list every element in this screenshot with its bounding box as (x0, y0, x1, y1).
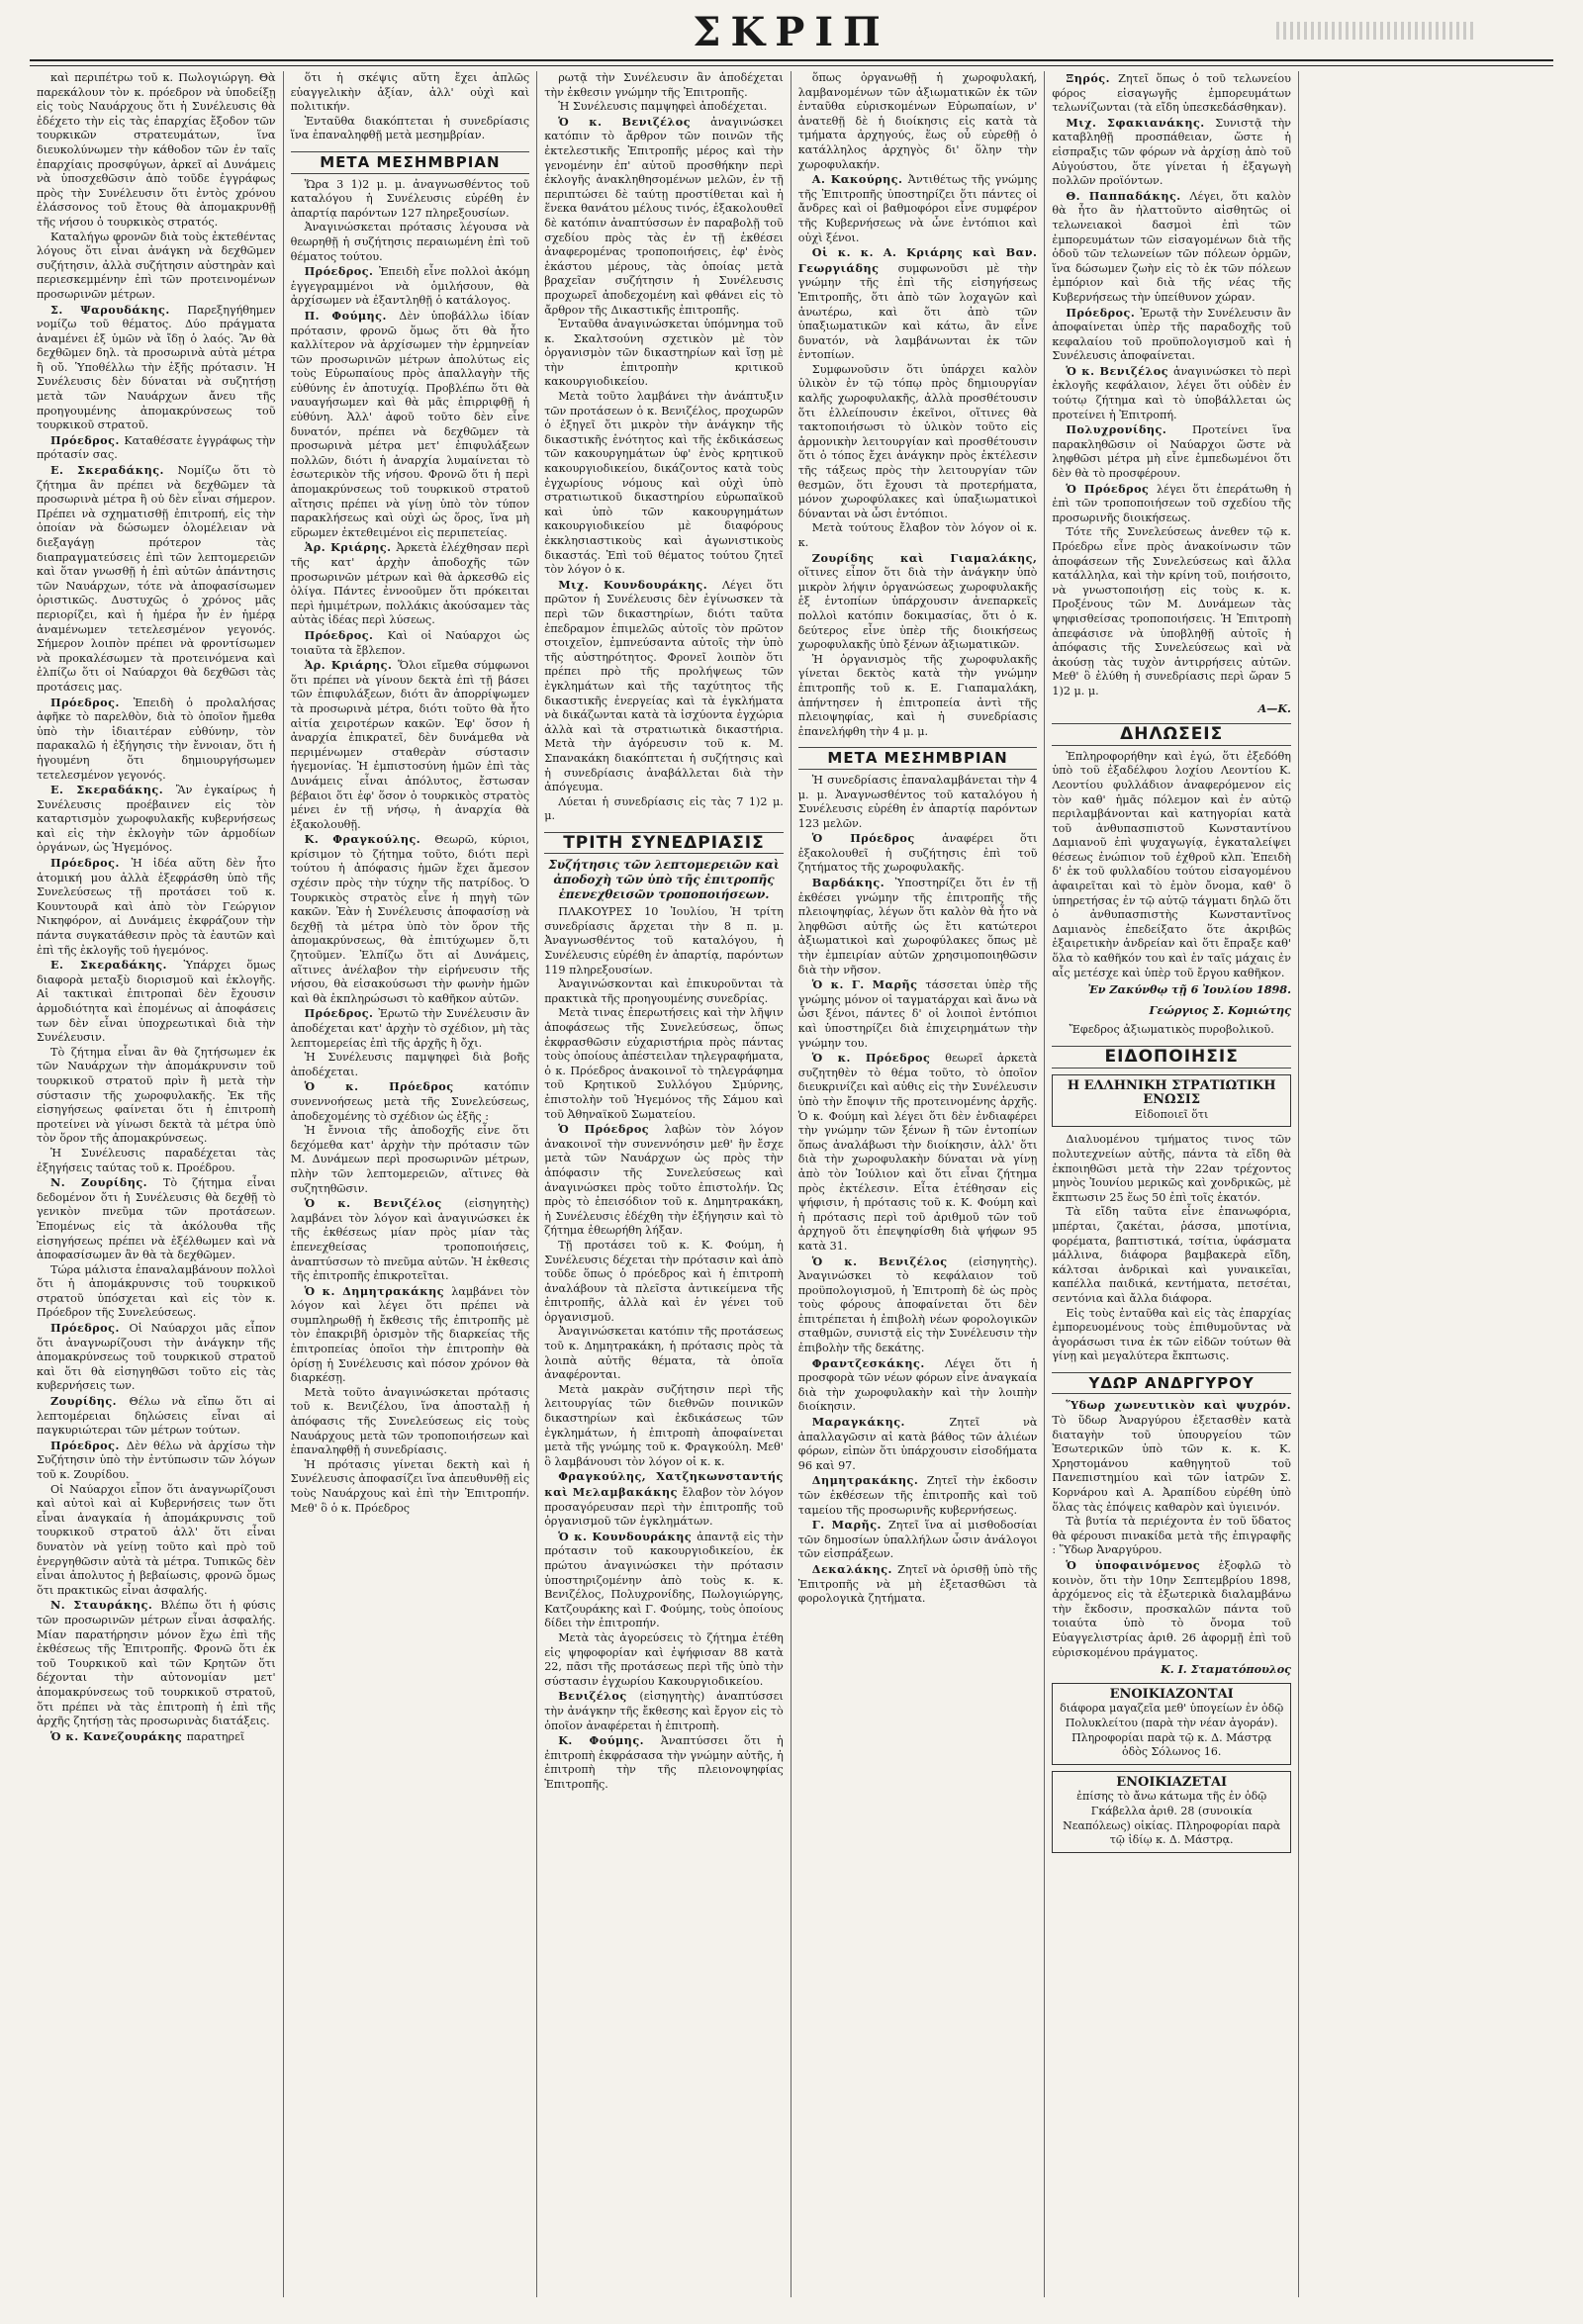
paragraph-text: ἀπαντᾷ εἰς τὴν πρότασιν τοῦ κακουργιοδικείου, ἐκ πρώτου ἀναγινώσκει τὴν πρότασιν ὑποστηριζομένην ἀπὸ τοὺς κ. κ. Βενιζέλος, Πολυχρονίδης, Πωλογιώργης, Κατζουράκης καὶ Γ. Φούμης, τοὺς ὁποίους δίδει τὴν ἐπιτροπήν. (544, 1530, 784, 1630)
paragraph-text: Τὸ ζήτημα εἶναι δεδομένον ὅτι ἡ Συνέλευσις θὰ δεχθῇ τὸ γενικὸν πνεῦμα τῶν προτάσεων. Ἐπομένως εἰς τὰ ἀκόλουθα τῆς εἰσηγήσεως πρέπει νὰ ἐξέλθωμεν καὶ νὰ ἀποφασίσωμεν ἂν θὰ τὰ δεχθῶμεν. (37, 1176, 276, 1262)
article-paragraph (37, 1175, 276, 1263)
paragraph-text: Ἀναπτύσσει ὅτι ἡ ἐπιτροπὴ ἐκφράσασα τὴν γνώμην αὐτῆς, ἡ ἐπιτροπὴ τὴν τῆς πλειονοψηφίας Ἐπιτροπῆς. (544, 1734, 784, 1791)
article-paragraph (1052, 1515, 1291, 1558)
paragraph-text: Τὰ εἴδη ταῦτα εἶνε ἐπανωφόρια, μπέρται, ζακέται, ῥάσσα, μποτίνια, φορέματα, βαπτιστικά, τσίτια, ὑφάσματα μάλλινα, διάφορα βαμβακερὰ εἴδη, κάλτσαι ἀνδρικαὶ καὶ γυναικεῖαι, καπέλλα παιδικά, κεντήματα, πετσέται, σεντόνια καὶ ἄλλα διάφορα. (1052, 1205, 1291, 1305)
paragraph-text: Βλέπω ὅτι ἡ φύσις τῶν προσωρινῶν μέτρων εἶναι ἀσφαλής. Μίαν παρατήρησιν μόνον ἔχω ἐπὶ τῆς ἐκθέσεως τῆς Ἐπιτροπῆς. Φρονῶ ὅτι ἐκ τοῦ Τουρκικοῦ καὶ τῶν Κρητῶν ὅτι δέχονται τὴν αὐτονομίαν μετ' ἀπομακρύνσεως τοῦ τουρκικοῦ στρατοῦ, ὅτι πρέπει νὰ τὰς ἐπιτροπὴ ἡ ἐπὶ τῆς ἀρχῆς ζητήσῃ τὰς προσωρινὰς διατάξεις. (37, 1599, 276, 1728)
article-paragraph (291, 1006, 530, 1051)
speaker-name: Ζουρίδης. (50, 1394, 130, 1409)
article-paragraph (291, 658, 530, 832)
paragraph-text: ἐξοφλῶ τὸ κοινὸν, ὅτι τὴν 10ην Σεπτεμβρίου 1898, ἀρχόμενος εἰς τὰ ἐξωτερικὰ διαλαμβάνω τὴν ἔκδοσιν, προσκαλῶν πάντα τοῦ τοιαύτα ὑπὸ τὸ ὄνομα τοῦ Εὐαγγελιστρίας ἀριθ. 26 ἀφορμῇ ἐπὶ τοῦ εὐρισκομένου πράγματος. (1052, 1559, 1291, 1659)
speaker-name: Π. Φούμης. (304, 308, 400, 323)
notice-box (1052, 1074, 1291, 1128)
article-paragraph (544, 1239, 784, 1326)
paragraph-text: λαμβάνει τὸν λόγον καὶ λέγει ὅτι πρέπει νὰ συμπληρωθῇ ἡ ἔκθεσις τῆς ἐπιτροπῆς μὲ τὸν ἐπακριβῆ ὁρισμὸν τῆς διαρκείας τῆς ἐπιτροπείας ὁποῖοι τὴν ἐπιτροπὴν θὰ ὁρίσῃ ἡ Συνέλευσις καὶ πόσον χρόνον θὰ διαρκέσῃ. (290, 1284, 530, 1385)
article-paragraph (544, 390, 784, 578)
speaker-name: Ξηρός. (1066, 71, 1119, 85)
article-paragraph (1052, 1023, 1291, 1038)
speaker-name: Βαρδάκης. (811, 876, 895, 890)
article-paragraph (544, 1325, 784, 1382)
paragraph-text: Ἐρωτᾷ τὴν Συνέλευσιν ἂν ἀποφαίνεται ὑπὲρ τῆς παραδοχῆς τοῦ κεφαλαίου τοῦ προϋπολογισμοῦ καὶ ἡ Συνέλευσις ἀποφαίνεται. (1052, 306, 1291, 363)
speaker-name: Α. Κακούρης. (811, 172, 908, 187)
paragraph-text: ΠΛΑΚΟΥΡΕΣ 10 Ἰουλίου, Ἡ τρίτη συνεδρίασις ἄρχεται τὴν 8 π. μ. Ἀναγνωσθέντος τοῦ καταλόγου, ἡ Συνέλευσις εὑρέθη ἐν ἀπαρτίᾳ, παρόντων 119 πληρεξουσίων. (544, 905, 784, 976)
article-paragraph (291, 1284, 530, 1386)
speaker-name: Φραντζεσκάκης. (811, 1355, 945, 1370)
paragraph-text: κατόπιν συνεννοήσεως μετὰ τῆς Συνελεύσεως, ἀποδεχομένης τὸ σχέδιον ὡς ἑξῆς : (290, 1080, 530, 1123)
section-heading: ΜΕΤΑ ΜΕΣΗΜΒΡΙΑΝ (291, 151, 530, 174)
paragraph-text: Δὲν θέλω νὰ ἀρχίσω τὴν Συζήτησιν ὑπὸ τὴν ἐντύπωσιν τῶν λόγων τοῦ κ. Ζουρίδου. (37, 1439, 276, 1481)
paragraph-text: Καταθέσατε ἐγγράφως τὴν πρότασίν σας. (37, 433, 276, 462)
paragraph-text: Τὸ ὕδωρ Ἀναργύρου ἐξετασθὲν κατὰ διαταγὴν τοῦ ὑπουργείου τῶν Ἐσωτερικῶν ὑπὸ τῶν κ. κ. Κ. Χρηστομάνου καθηγητοῦ τοῦ Πανεπιστημίου καὶ τῶν ἰατρῶν Σ. Κορνάρου καὶ Α. Ἀραπίδου εὑρέθη ὑπὸ ὅλας τὰς ἐπόψεις καθαρὸν καὶ ὑγιεινόν. (1052, 1414, 1291, 1514)
article-paragraph (1052, 189, 1291, 306)
paragraph-text: Καταλήγω φρονῶν διὰ τοὺς ἐκτεθέντας λόγους ὅτι εἶναι ἀνάγκη νὰ δεχθῶμεν συζήτησιν, ἀλλὰ συζήτησιν αὐστηρὰν καὶ περιεσκεμμένην ἐπὶ τῶν προτεινομένων προσωρινῶν μέτρων. (37, 230, 276, 301)
article-paragraph (37, 1147, 276, 1175)
section-subheading: Συζήτησις τῶν λεπτομερειῶν καὶ ἀποδοχὴ τῶν ὑπὸ τῆς ἐπιτροπῆς ἐπενεχθεισῶν τροποποιήσεων. (548, 858, 780, 901)
top-rule-thin (30, 65, 1553, 66)
paragraph-text: συμφωνοῦσι μὲ τὴν γνώμην τῆς ἐπὶ τῆς εἰσηγήσεως Ἐπιτροπῆς, ὅτι ἀπὸ τῶν λοχαγῶν καὶ ἀνωτέρω, καὶ ὅτι ἀπὸ τῶν ὑπαξιωματικῶν καὶ κάτω, ἂν εἶνε δυνατόν, νὰ λαμβάνωνται ἐκ τῶν ἐντοπίων. (797, 261, 1038, 362)
article-paragraph (291, 1051, 530, 1079)
paragraph-text: Ζητεῖ τὴν ἐκδοσιν τῶν ἐκθέσεων τῆς ἐπιτροπῆς καὶ τοῦ ταμείου τῆς προσωρινῆς κυβερνήσεως. (797, 1474, 1038, 1517)
top-rule (30, 59, 1553, 61)
masthead (40, 10, 1543, 55)
article-paragraph (291, 115, 530, 143)
article-paragraph (798, 71, 1038, 172)
article-paragraph (37, 231, 276, 303)
article-paragraph (1052, 525, 1291, 698)
speaker-name: Πρόεδρος. (1066, 305, 1141, 320)
speaker-name: Ὁ Πρόεδρος (1066, 481, 1157, 496)
article-paragraph (291, 221, 530, 264)
paragraph-text: Ἀντιθέτως τῆς γνώμης τῆς Ἐπιτροπῆς ὑποστηρίζει ὅτι πάντες οἱ ἄνδρες καὶ οἱ βαθμοφόροι εἶνε συμφέρον τῆς Κυβερνήσεως νὰ ὦνε ἐντόπιοι καὶ οὐχὶ ξένοι. (797, 173, 1038, 244)
article-paragraph (1052, 1307, 1291, 1364)
paragraph-text: Ζητεῖ νὰ ὁρισθῇ ὑπὸ τῆς Ἐπιτροπῆς νὰ μὴ ἐξετασθῶσι τὰ φορολογικὰ ζητήματα. (797, 1562, 1038, 1606)
notice-text: Εἰδοποιεῖ ὅτι (1135, 1107, 1209, 1121)
paragraph-text: Παρεξηγήθημεν νομίζω τοῦ θέματος. Δύο πράγματα ἀναμένει ἐξ ὑμῶν νὰ ἴδῃ ὁ λαός. Ἂν θὰ δεχθῶμεν δηλ. τὰ προσωρινὰ αὐτὰ μέτρα ἢ οὔ. Ὑποθέλλω τὴν ἑξῆς πρότασιν. Ἡ Συνέλευσις δὲν δύναται νὰ συζητήσῃ μετὰ τῶν Ναυάρχων ἄνευ τῆς προηγουμένης ἀπομακρύνσεως τοῦ τουρκικοῦ στρατοῦ. (37, 303, 276, 432)
article-paragraph (798, 363, 1038, 522)
column-5 (1045, 71, 1299, 2297)
article-paragraph (291, 178, 530, 222)
paragraph-text: Ἀναγινώσκεται πρότασις λέγουσα νὰ θεωρηθῇ ἡ συζήτησις περαιωμένη ἐπὶ τοῦ θέματος τούτου. (290, 221, 530, 263)
speaker-name: Δημητρακάκης. (811, 1473, 927, 1488)
speaker-name: Ε. Σκεραδάκης. (50, 783, 176, 797)
article-paragraph (798, 774, 1038, 831)
article-paragraph (544, 1733, 784, 1792)
speaker-name: Ὁ κ. Γ. Μαρῆς (811, 977, 926, 992)
column-3 (537, 71, 792, 2297)
article-paragraph (1052, 750, 1291, 981)
paragraph-text: ὅπως ὀργανωθῇ ἡ χωροφυλακή, λαμβανομένων τῶν ἀξιωματικῶν ἐκ τῶν ἐνταῦθα εὑρισκομένων Εὐρωπαίων, ν' ἀνατεθῇ δὲ ἡ διοίκησις εἰς κατὰ τὰ τμήματα ἀρχηγούς, ἕως οὗ εὑρεθῇ ὁ κατάλληλος ἀρχηγὸς δι' ὅλην τὴν χωροφυλακήν. (797, 71, 1038, 171)
paragraph-text: Ὑπάρχει ὅμως διαφορὰ μεταξὺ διορισμοῦ καὶ ἐκλογῆς. Αἱ τακτικαὶ ἐπιτροπαὶ δὲν ἔχουσιν ἀρμοδιότητα καὶ ἐπομένως αἱ ἀποφάσεις των δὲν εἶναι ὑποχρεωτικαὶ διὰ τὴν Συνέλευσιν. (37, 959, 276, 1045)
signature-line: Γεώργιος Σ. Κομιώτης (1149, 1002, 1291, 1017)
column-4 (792, 71, 1046, 2297)
paragraph-text: Οἱ Ναύαρχοι εἶπον ὅτι ἀναγνωρίζουσι καὶ αὐτοὶ καὶ αἱ Κυβερνήσεις των ὅτι εἶναι ἀναγκαία ἡ ἀπομάκρυνσις τοῦ τουρκικοῦ στρατοῦ ἀλλ' ὅτι εἶναι δυνατὸν νὰ γείνῃ τοῦτο καὶ πρὸ τοῦ ἐνεργηθῶσιν αὐτὰ τὰ μέτρα. Τυπικῶς δὲν εἶναι ἀπολυτος ἡ βεβαίωσις, φρονῶ ὅμως ὅτι πρακτικῶς εἶναι ἀσφαλής. (37, 1482, 276, 1597)
paragraph-text: Μετὰ τὰς ἀγορεύσεις τὸ ζήτημα ἐτέθη εἰς ψηφοφορίαν καὶ ἐψήφισαν 88 κατὰ 22, πᾶσι τῆς προτάσεως περὶ τῆς ὑπὸ τὴν σύστασιν ἐγχωρίου Κακουργιοδικείου. (544, 1630, 784, 1688)
article-paragraph (291, 1458, 530, 1516)
speaker-name: Οἱ κ. κ. Α. Κριάρης καὶ Βαν. Γεωργιάδης (797, 245, 1038, 275)
article-paragraph (798, 245, 1038, 363)
article-paragraph (544, 71, 784, 100)
article-paragraph (1052, 422, 1291, 481)
article-paragraph (1052, 1205, 1291, 1306)
article-paragraph (544, 1530, 784, 1631)
article-paragraph (798, 977, 1038, 1051)
article-paragraph (798, 876, 1038, 977)
article-paragraph (37, 1598, 276, 1728)
paragraph-text: Ἐρωτῶ τὴν Συνέλευσιν ἂν ἀποδέχεται κατ' ἀρχὴν τὸ σχέδιον, μὴ τὰς λεπτομερείας ἐπὶ τῆς ἀρχῆς ἢ ὄχι. (290, 1007, 530, 1050)
article-paragraph (798, 1473, 1038, 1518)
speaker-name: Πρόεδρος. (50, 695, 134, 709)
article-paragraph (291, 628, 530, 658)
section-heading: ΥΔΩΡ ΑΝΔΡΓΥΡΟΥ (1052, 1372, 1291, 1395)
speaker-name: Ὁ κ. Κουνδουράκης (558, 1529, 698, 1543)
article-paragraph (37, 856, 276, 958)
paragraph-text: Ἐπληροφορήθην καὶ ἐγώ, ὅτι ἐξεδόθη ὑπὸ τοῦ ἐξαδέλφου λοχίου Λεοντίου Κ. Λεοντίου φυλλάδιον ἀναφερόμενον εἰς τὸν καθ' ἡμᾶς πόλεμον καὶ ἐν αὐτῷ περιλαμβάνονται καὶ κατηγορίαι κατὰ τοῦ ἀνθυπασπιστοῦ Κωνσταντίνου Δαμιανοῦ ἐπὶ ψυχαγωγίᾳ, ἐγκαταλείψει θέσεως ἐνώπιον τοῦ ἐχθροῦ κλπ. Ἐπειδὴ δ' ἐκ τοῦ φυλλαδίου τούτου εἰσαγομένου ἀφαιρεῖται καὶ τὸ ἐμὸν ὄνομα, καθ' ὃ ὑπηρετήσας ἐν τῷ αὐτῷ τάγματι δηλῶ ὅτι ὁ ἀνθυπασπιστὴς Κωνσταντῖνος Δαμιανὸς ἐπεδείξατο ὅτε ἀκριβῶς ἐξαιρετικὴν ἀνδρείαν καὶ ὅτι ἔπραξε καθ' ὅλα τὸ καθῆκόν του καὶ ἐν ταῖς μάχαις ἐν αἷς μετέσχε καὶ ὑπὲρ τοῦ ἔργου καθῆκον. (1052, 749, 1291, 979)
paragraph-text: (εἰσηγητὴς) ἀναπτύσσει τὴν ἀνάγκην τῆς ἔκθεσης καὶ ἔργον εἰς τὸ ὁποῖον ἀναφέρεται ἡ ἐπιτροπὴ. (544, 1690, 784, 1732)
article-paragraph (1052, 364, 1291, 422)
paragraph-text: (εἰσηγητὴς). Ἀναγινώσκει τὸ κεφάλαιον τοῦ προϋπολογισμοῦ, ἡ Ἐπιτροπὴ δὲ ὡς πρὸς τοὺς φόρους ἀποφαίνεται ὅτι δὲν ἐπιτρέπεται ἡ ἐπιβολὴ νέων φορολογικῶν σταθμῶν, συνιστᾷ εἰς τὴν Συνέλευσιν τὴν ἐπιβολὴν τῆς δεκάτης. (797, 1255, 1038, 1355)
article-paragraph (544, 100, 784, 115)
signature-line: Κ. Ι. Σταματόπουλος (1161, 1662, 1291, 1677)
paragraph-text: Νομίζω ὅτι τὸ ζήτημα ἂν πρέπει νὰ δεχθῶμεν τὰ προσωρινὰ μέτρα ἢ οὐ δὲν εἶναι σήμερον. Πρέπει νὰ σχηματισθῇ ἐπιτροπή, εἰς τὴν ὁποίαν νὰ δώσωμεν ὁλομέλειαν νὰ διεξαγάγῃ πρότερον τὰς διαπραγματεύσεις ἐπὶ τῶν λεπτομερειῶν καὶ ὅταν γνωσθῇ ἡ ἐπὶ αὐτῶν ἀπάντησις τῶν Ναυάρχων, τότε νὰ ἀποφασίσωμεν ὁριστικῶς. Δυστυχῶς ὁ χρόνος μᾶς περιορίζει, καὶ ἡ ἡμέρα ἦν ἐν ἡμέρᾳ ἀναμένωμεν τετελεσμένον γεγονός. Σήμερον λοιπὸν πρέπει νὰ φροντίσωμεν νὰ προκαλέσωμεν τὰ προτεινόμενα καὶ ἐλπίζω ὅτι οἱ Ναύαρχοι θὰ δεχθῶσι τὰς προτάσεις μας. (37, 464, 276, 694)
speaker-name: Ε. Σκεραδάκης. (50, 958, 184, 973)
speaker-name: Ν. Ζουρίδης. (50, 1175, 163, 1190)
speaker-name: Θ. Παππαδάκης. (1066, 188, 1190, 203)
paragraph-text: Ἡ Συνέλευσις παραδέχεται τὰς ἐξηγήσεις ταύτας τοῦ κ. Προέδρου. (37, 1146, 276, 1174)
article-paragraph (1052, 1398, 1291, 1515)
speaker-name: Ὁ κ. Κανεζουράκης (50, 1728, 187, 1743)
section-heading: ΤΡΙΤΗ ΣΥΝΕΔΡΙΑΣΙΣ (544, 832, 784, 855)
article-paragraph (544, 795, 784, 824)
paragraph-text: Ἡ Συνέλευσις παμψηφεὶ ἀποδέχεται. (558, 100, 768, 114)
paragraph-text: Λέγει ὅτι ἡ προσφορὰ τῶν νέων φόρων εἶνε ἀναγκαία διὰ τὴν χωροφυλακὴν καὶ τὴν λοιπὴν διοίκησιν. (797, 1356, 1038, 1414)
speaker-name: Ζουρίδης καὶ Γιαμαλάκης, (811, 550, 1038, 565)
paragraph-text: Θέλω νὰ εἴπω ὅτι αἱ λεπτομέρειαι δηλώσεις εἶναι αἱ παγκυριώτεραι τῶν μέτρων τούτων. (37, 1395, 276, 1438)
paragraph-text: Λύεται ἡ συνεδρίασις εἰς τὰς 7 1)2 μ. μ. (544, 794, 784, 823)
article-paragraph (291, 832, 530, 1006)
paragraph-text: Τότε τῆς Συνελεύσεως ἀνεθεν τῷ κ. Πρόεδρω εἶνε πρὸς ἀνακοίνωσιν τῶν ἀποφάσεων τῆς Συνελεύσεως καὶ ἄλλα κατάλληλα, καὶ τὴν κρίνη τοῦ, ποιήσοιτο, νὰ γνωστοποιήσῃ εἰς τοὺς κ. κ. Προξένους τῶν Μ. Δυνάμεων τὰς ψηφισθείσας τροποποιήσεις. Ἡ Ἐπιτροπὴ ἀπεφάσισε νὰ ὑποβληθῇ αὐτοῖς ἡ ἀπόφασις τῆς Συνελεύσεως καὶ νὰ ἀκούσῃ τὰς τυχὸν ἀντιρρήσεις αὐτῶν. Μεθ' ὃ ἐλύθη ἡ συνεδρίασις περὶ ὥραν 5 1)2 μ. μ. (1052, 525, 1291, 697)
article-paragraph (1052, 116, 1291, 189)
paragraph-text: Διαλυομένου τμήματος τινος τῶν πολυτεχνείων αὐτῆς, πάντα τὰ εἴδη θὰ ἐκποιηθῶσι μετὰ τὴν 22αν τρέχοντος μηνὸς Ἰουνίου μερικῶς καὶ χονδρικῶς, μὲ ἔκπτωσιν 25 ἕως 50 ἐπὶ τοῖς ἑκατόν. (1052, 1133, 1291, 1204)
article-paragraph (291, 309, 530, 541)
article-paragraph (291, 1124, 530, 1196)
speaker-name: Φραγκούλης, Χατζηκωνσταντής καὶ Μελαμβακάκης (544, 1469, 784, 1499)
article-paragraph (544, 1469, 784, 1529)
paragraph-text: Ἡ ἰδέα αὕτη δὲν ἦτο ἀτομική μου ἀλλὰ ἐξεφράσθη ὑπὸ τῆς Συνελεύσεως τῇ προτάσει τοῦ κ. Κουντουρᾶ καὶ ἀπὸ τὸν Γεώργιον Νικηφόρον, αἱ Δυνάμεις ἐκφράζουν τὴν πάντα συγκατάθεσιν πρὸς τὰ ἑαυτῶν καὶ ἐπὶ τῆς ἐκλογῆς τοῦ ἡγεμόνος. (37, 857, 276, 957)
speaker-name: Ε. Σκεραδάκης. (50, 463, 178, 478)
signature-line: Ἐν Ζακύνθῳ τῇ 6 Ἰουλίου 1898. (1087, 982, 1291, 997)
paragraph-text: Ὑποστηρίζει ὅτι ἐν τῇ ἐκθέσει γνώμην τῆς ἐπιτροπῆς τῆς πλειοψηφίας, λέγων ὅτι καλὸν θὰ ἦτο νὰ ληφθῶσι αὐτῆς ὡς ἔτι κατώτεροι ἀξιωματικοὶ καὶ χωροφύλακες ὅπως μὲ τὴν ἐμπειρίαν αὐτῶν χρησιμοποιηθῶσιν διὰ τὴν νῆσον. (797, 877, 1038, 976)
article-paragraph (1052, 482, 1291, 526)
article-paragraph (798, 172, 1038, 245)
paragraph-text: Ἡ συνεδρίασις ἐπαναλαμβάνεται τὴν 4 μ. μ. Ἀναγνωσθέντος τοῦ καταλόγου ἡ Συνέλευσις εὑρέθη ἐν ἀπαρτίᾳ παρόντων 123 μελῶν. (797, 773, 1038, 830)
speaker-name: Πρόεδρος. (50, 856, 132, 871)
article-paragraph (37, 1321, 276, 1394)
section-heading: ΜΕΤΑ ΜΕΣΗΜΒΡΙΑΝ (798, 747, 1038, 770)
article-paragraph (544, 1122, 784, 1239)
paragraph-text: Μετὰ τοῦτο ἀναγινώσκεται πρότασις τοῦ κ. Βενιζέλου, ἵνα ἀποσταλῇ ἡ ἀπόφασις τῆς Συνελεύσεως εἰς τοὺς Ναυάρχους μετὰ τῶν τροποποιήσεων καὶ ἐπαναληφθῇ ἡ συνεδρίασις. (290, 1385, 530, 1457)
paragraph-text: Τώρα μάλιστα ἐπαναλαμβάνουν πολλοὶ ὅτι ἡ ἀπομάκρυνσις τοῦ τουρκικοῦ στρατοῦ ὑπόσχεται καὶ εἰς τὸν κ. Πρόεδρον τῆς Συνελεύσεως. (37, 1262, 276, 1320)
paragraph-text: Ἡ ὀργανισμὸς τῆς χωροφυλακῆς γίνεται δεκτὸς κατὰ τὴν γνώμην ἐπιτροπῆς τοῦ κ. Ε. Γιαπαμαλάκη, ἀπήντησεν ἡ ἐπιτροπεία ἀντὶ τῆς πλειοψηφίας, καὶ ἡ συνεδρίασις ἐπανελήφθη τὴν 4 μ. μ. (797, 652, 1038, 738)
article-paragraph (798, 1518, 1038, 1562)
article-paragraph (798, 1051, 1038, 1254)
section-heading: ΔΗΛΩΣΕΙΣ (1052, 723, 1291, 746)
article-paragraph (798, 1562, 1038, 1607)
paragraph-text: Τὸ ζήτημα εἶναι ἂν θὰ ζητήσωμεν ἐκ τῶν Ναυάρχων τὴν ἀπομάκρυνσιν τοῦ τουρκικοῦ στρατοῦ πρὶν ἢ μετὰ τὴν σύστασιν τῆς χωροφυλακῆς. Ἐκ τῆς εἰσηγήσεως φαίνεται ὅτι ἡ ἐπιτροπὴ προτείνει νὰ γίνωσι δεκτὰ τὰ μέτρα ὑπὸ τὸν ὅρον τῆς ἀπομακρύνσεως. (37, 1045, 276, 1146)
article-paragraph (37, 463, 276, 696)
article-paragraph (544, 1383, 784, 1470)
paragraph-text: παρατηρεῖ (186, 1729, 245, 1743)
speaker-name: Μιχ. Σφακιανάκης. (1066, 115, 1216, 130)
paragraph-text: ἀναγινώσκει κατόπιν τὸ ἄρθρον τῶν ποινῶν τῆς ἐκτελεστικῆς Ἐπιτροπῆς μέρος καὶ τὴν γενομένην ἐπ' αὐτοῦ προσθήκην περὶ ἐκλογῆς ἀνακληθησομένων μελῶν, ἐν τῇ περιπτώσει δὲ ταύτῃ προστίθεται καὶ ἡ ἕνεκα θανάτου μέλους τινός, ἐξακολουθεῖ δὲ κατόπιν ἀναπτύσσων ἐν παραβολῇ τοῦ σχεδίου πρὸς τὰς ἐν τῇ ἐκθέσει ἀναφερομένας τροποποιήσεις, ἐφ' ἑνὸς ἑκάστου μέρους, τὰς ὁποίας μετὰ βραχεῖαν συζήτησιν ἡ Συνέλευσις προχωρεῖ ἀποδεχομένη καὶ φθάνει εἰς τὸ ἄρθρον τῆς Δικαστικῆς ἐπιτροπῆς. (544, 115, 784, 317)
paragraph-text: ἀναγινώσκει τὸ περὶ ἐκλογῆς κεφάλαιον, λέγει ὅτι οὐδὲν ἐν τούτῳ ζήτημα καὶ τὸ ὑποβάλλεται ὡς προτείνει ἡ Ἐπιτροπή. (1052, 364, 1291, 421)
article-paragraph (544, 318, 784, 390)
speaker-name: Πρόεδρος. (304, 627, 388, 642)
print-smudge (1276, 22, 1474, 40)
column-1 (30, 71, 284, 2297)
article-paragraph (1052, 1558, 1291, 1660)
speaker-name: Ἀρ. Κριάρης. (304, 658, 399, 673)
article-paragraph (544, 905, 784, 977)
paragraph-text: ὅτι ἡ σκέψις αὕτη ἔχει ἁπλῶς εὐαγγελικὴν ἀξίαν, ἀλλ' οὐχὶ καὶ πολιτικήν. (290, 71, 530, 114)
article-paragraph (37, 1483, 276, 1599)
paragraph-text: Ἡ πρότασις γίνεται δεκτὴ καὶ ἡ Συνέλευσις ἀποφασίζει ἵνα ἀπευθυνθῇ εἰς τοὺς Ναυάρχους καὶ ἐπὶ τὴν Ἐπιτροπήν. Μεθ' ὃ ὁ κ. Πρόεδρος (290, 1457, 530, 1515)
notice-text: ἐπίσης τὸ ἄνω κάτωμα τῆς ἐν ὁδῷ Γκάβελλα ἀριθ. 28 (συνοικία Νεαπόλεως) οἰκίας. Πληροφορίαι παρὰ τῷ ἰδίῳ κ. Δ. Μάστρᾳ. (1063, 1790, 1281, 1847)
speaker-name: Ὁ κ. Βενιζέλος (304, 1196, 465, 1211)
paragraph-text: Ἀρκετὰ ἐλέχθησαν περὶ τῆς κατ' ἀρχὴν ἀποδοχῆς τῶν προσωρινῶν μέτρων καὶ θὰ ἀρκεσθῶ εἰς ὀλίγα. Πάντες ἐννοοῦμεν ὅτι πρόκειται περὶ ἡμιμέτρων, πολλάκις ἀκούσαμεν τὰς αὐτὰς ἰδέας περὶ λύσεως. (290, 541, 530, 627)
article-paragraph (544, 115, 784, 318)
paragraph-text: Λέγει ὅτι πρῶτον ἡ Συνέλευσις δὲν ἐγίνωσκεν τὰ περὶ τῶν δικαστηρίων, διότι ταῦτα ἐπεδραμον ἐπιμελῶς αὐτοῖς τὸν πρῶτον στοιχεῖον, ἐμπνεύσαντα αὐτοῖς τὴν ὑπὸ τῆς αὐστηρότητος. Φρονεῖ λοιπὸν ὅτι πρέπει πρὸ τῆς προλήψεως τῶν ἐγκλημάτων καὶ τῆς ταχύτητος τῆς δικαστικῆς ἐνεργείας καὶ τὰ ἐγκλήματα νὰ δικάζωνται κατὰ τὰ ἰσχύοντα ἐγχώρια ἀλλὰ καὶ τὰ στρατιωτικὰ δικαστήρια. Μετὰ τὴν ἀγόρευσιν τοῦ κ. Μ. Σπανακάκη διακόπτεται ἡ συζήτησις καὶ ἡ συνεδρίασις ἀναβάλλεται διὰ τὴν ἀπόγευμα. (544, 578, 784, 794)
speaker-name: Ὁ κ. Βενιζέλος (811, 1254, 970, 1268)
article-paragraph (798, 1415, 1038, 1473)
paragraph-text: Μετὰ μακρὰν συζήτησιν περὶ τῆς λειτουργίας τῶν διεθνῶν ποινικῶν δικαστηρίων καὶ ἐκδικάσεως τῶν ἐγκλημάτων, ἡ ἐπιτροπὴ ἀποφαίνεται μετὰ τῆς γνώμης τοῦ κ. Φραγκούλη. Μεθ' ὃ λαμβάνουσι τὸν λόγον οἱ κ. κ. (544, 1382, 784, 1468)
article-paragraph (798, 1255, 1038, 1356)
speaker-name: Ὁ Πρόεδρος (811, 831, 943, 846)
notice-box (1052, 1771, 1291, 1853)
paragraph-text: Ὅλοι εἴμεθα σύμφωνοι ὅτι πρέπει νὰ γίνουν δεκτὰ ἐπὶ τῇ βάσει τῶν ἐπιφυλάξεων, διότι ἂν ἀπορρίψωμεν τὰ προσωρινὰ μέτρα, διότι τοῦτο θὰ ἦτο αἰτία χειροτέρων κακῶν. Ἐφ' ὅσον ἡ ἀναρχία ἐπικρατεῖ, δὲν δυνάμεθα νὰ περιμένωμεν σταθερὰν σύστασιν ἡγεμονίας. Ἡ ἐμπιστοσύνη ἡμῶν ἐπὶ τὰς Δυνάμεις εἶναι ἀπόλυτος, ἔστωσαν βέβαιοι ὅτι ἐφ' ὅσον ὁ τουρκικὸς στρατὸς μένει ἐν τῇ νήσῳ, ἡ ἀναρχία θὰ ἐξακολουθῇ. (290, 659, 530, 831)
article-paragraph (37, 783, 276, 856)
paragraph-text: ρωτᾷ τὴν Συνέλευσιν ἂν ἀποδέχεται τὴν ἐκθεσιν γνώμην τῆς Ἐπιτροπῆς. (544, 71, 784, 99)
speaker-name: Πρόεδρος. (50, 1321, 130, 1336)
article-paragraph (37, 303, 276, 433)
paragraph-text: Ἔφεδρος ἀξιωματικὸς πυροβολικοῦ. (1069, 1023, 1274, 1037)
paragraph-text: Εἰς τοὺς ἐνταῦθα καὶ εἰς τὰς ἐπαρχίας ἐμπορευομένους τοὺς ἐπιθυμοῦντας νὰ ἀγοράσωσι τινα ἐκ τῶν εἰδῶν τούτων θὰ γίνῃ καὶ μεγαλύτερα ἔκπτωσις. (1052, 1306, 1291, 1363)
notice-title: ΕΝΟΙΚΙΑΖΕΤΑΙ (1116, 1774, 1228, 1790)
speaker-name: Δεκαλάκης. (811, 1561, 898, 1576)
paragraph-text: Ἀναγινώσκεται κατόπιν τῆς προτάσεως τοῦ κ. Δημητρακάκη, ἡ πρότασις πρὸς τὰ λοιπὰ αὐτῆς θέματα, τὰ ὁποῖα ἀναφέρονται. (544, 1325, 784, 1382)
paragraph-text: λαβὼν τὸν λόγον ἀνακοινοῖ τὴν συνεννόησιν μεθ' ἣν ἔσχε μετὰ τῶν Ναυάρχων ὡς πρὸς τὴν ἀπόφασιν τῆς Συνελεύσεως καὶ ἀναγινώσκει πρὸς τοῦτο ἐπιστολήν. Ὡς πρὸς τὸ ἐπεισόδιον τοῦ κ. Δημητρακάκη, ἡ Συνέλευσις ἐδέχθη τὴν ἐξήγησιν καὶ τὸ ζήτημα ἐθεωρήθη λήξαν. (544, 1123, 784, 1238)
article-paragraph (1052, 306, 1291, 364)
paragraph-text: Μετὰ τούτους ἔλαβον τὸν λόγον οἱ κ. κ. (797, 521, 1038, 549)
article-paragraph (37, 1394, 276, 1439)
article-paragraph (37, 1263, 276, 1321)
speaker-name: Ὁ κ. Δημητρακάκης (304, 1283, 452, 1298)
speaker-name: Κ. Φούμης. (558, 1733, 661, 1748)
paragraph-text: Ἐνταῦθα διακόπτεται ἡ συνεδρίασις ἵνα ἐπαναληφθῇ μετὰ μεσημβρίαν. (290, 114, 530, 142)
paragraph-text: Συμφωνοῦσιν ὅτι ὑπάρχει καλὸν ὑλικὸν ἐν τῷ τόπῳ πρὸς δημιουργίαν καλῆς χωροφυλακῆς, ἀλλὰ προσθέτουσιν ὅτι ἐλλείπουσιν ἐκεῖνοι, οἵτινες θὰ τακτοποιήσωσι τὸ ὑλικὸν τοῦτο εἰς ἁρμονικὴν λειτουργίαν καὶ προσθέτουσιν ὅτι ὁ τόπος ἔχει ἀνάγκην πρὸς ἐκτέλεσιν τῆς τάξεως πρὸς τὴν λειτουργίαν τῶν θεσμῶν, ὅτι ἔχουσι τὰ προτερήματα, μόνον χωροφύλακες καὶ ὑπαξιωματικοὶ δύνανται νὰ ὦσι ἐντόπιοι. (797, 362, 1038, 520)
article-paragraph (798, 521, 1038, 550)
speaker-name: Μαραγκάκης. (811, 1415, 950, 1430)
paragraph-text: οἵτινες εἶπον ὅτι διὰ τὴν ἀνάγκην ὑπὸ μικρὸν λήψιν ὀργανώσεως χωροφυλακῆς ἐξ ἐντοπίων ὑπάρχουσιν ἀνεπαρκεῖς πολλοὶ κατόπιν δοκιμασίας, ὅτι ὁ κ. δεύτερος εἶνε ὑπὲρ τῆς διοικήσεως χωροφυλακῆς ὑπὸ ξένων ἀξιωματικῶν. (797, 566, 1038, 652)
paragraph-text: Ἐπειδὴ ὁ προλαλήσας ἀφῆκε τὸ παρελθὸν, διὰ τὸ ὁποῖον ἤμεθα ὑπὸ τὴν ἰδιαιτέραν εὐθύνην, τὸν παρακαλῶ ἡ ἐξήγησις τὴν ἔννοιαν, ὅτι ἡ ἡγουμένη ὅτι δημιουργήσωμεν τετελεσμένον γεγονός. (37, 696, 276, 782)
paragraph-text: Ἐνταῦθα ἀναγινώσκεται ὑπόμνημα τοῦ κ. Σκαλτσούνη σχετικὸν μὲ τὸν ὀργανισμὸν τῶν δικαστηρίων καὶ ἴσῃ μὲ τὴν ἐπιτροπὴν κριτικοῦ κακουργιοδικείου. (544, 318, 784, 389)
article-paragraph (291, 1196, 530, 1284)
article-paragraph (291, 1079, 530, 1124)
article-paragraph (37, 1439, 276, 1483)
paragraph-text: Δὲν ὑποβάλλω ἰδίαν πρότασιν, φρονῶ ὅμως ὅτι θὰ ἦτο καλλίτερον νὰ ἀρχίσωμεν τὴν ἐρμηνείαν τῶν προσωρινῶν μέτρων ἀπολύτως εἰς τοὺς Εὐρωπαίους πρὸς ἀπαλλαγὴν τῆς εὐθύνης ἐν ἀποτυχίᾳ. Προβλέπω ὅτι θὰ ναυαγήσωμεν καὶ θὰ μᾶς ἐπιρριφθῇ ἡ εὐθύνη. Ἀλλ' ἀφοῦ τοῦτο δὲν εἶνε δυνατόν, πρέπει νὰ δεχθῶμεν τὰ προσωρινὰ μέτρα μετ' ἐπιφυλάξεων πολλῶν, διότι ἡ ἀναρχία λυμαίνεται τὸ ἐσωτερικὸν τῆς νήσου. Φρονῶ ὅτι ἡ περὶ ἀπομακρύνσεως τοῦ τουρκικοῦ στρατοῦ αἴτησις πρέπει νὰ γίνῃ ὑπὸ τὸν τύπον παρακλήσεως καὶ οὐχὶ ὡς ὅρος, ἵνα μὴ εὕρωμεν ἐκτεθειμένοι εἰς περιπετείας. (290, 309, 530, 539)
paragraph-text: Τὰ βυτία τὰ περιέχοντα ἐν τοῦ ὕδατος θὰ φέρουσι πινακίδα μετὰ τῆς ἐπιγραφῆς : Ὕδωρ Ἀναργύρου. (1052, 1515, 1291, 1557)
article-paragraph (544, 977, 784, 1006)
paragraph-text: Οἱ Ναύαρχοι μᾶς εἶπον ὅτι ἀναγνωρίζουσι τὴν ἀνάγκην τῆς ἀπομακρύνσεως τοῦ τουρκικοῦ στρατοῦ καὶ ὅτι θὰ εἰσηγηθῶσι τοῦτο εἰς τὰς κυβερνήσεις των. (37, 1322, 276, 1393)
article-paragraph (1052, 1133, 1291, 1205)
article-paragraph (291, 540, 530, 628)
article-paragraph (291, 1386, 530, 1458)
paragraph-text: Μετὰ τινας ἐπερωτήσεις καὶ τὴν λῆψιν ἀποφάσεως τῆς Συνελεύσεως, ὅπως ἐκφρασθῶσιν εὐχαριστήρια πρὸς πάντας τοὺς ὁποίους ἀπέστειλαν τηλεγραφήματα, ὁ κ. Πρόεδρος ἀνακοινοῖ τὸ τηλεγράφημα τοῦ Κρητικοῦ Συλλόγου Σμύρνης, ἐπιστολὴν τοῦ Ἡγεμόνος τῆς Σάμου καὶ τοῦ Ἀθηναϊκοῦ Σωματείου. (544, 1006, 784, 1121)
article-paragraph (798, 831, 1038, 876)
speaker-name: Ὁ Πρόεδρος (558, 1122, 665, 1137)
article-paragraph (544, 1689, 784, 1733)
speaker-name: Ν. Σταυράκης. (50, 1598, 161, 1613)
article-paragraph (544, 578, 784, 795)
notice-box (1052, 1683, 1291, 1765)
paragraph-text: Ἀναγινώσκονται καὶ ἐπικυροῦνται τὰ πρακτικὰ τῆς προηγουμένης συνεδρίας. (544, 977, 784, 1005)
paragraph-text: Ἂν ἐγκαίρως ἡ Συνέλευσις προέβαινεν εἰς τὸν καταρτισμὸν χωροφυλακῆς κυβερνήσεως καὶ εἰς τὴν ἐκλογὴν τῶν ἁρμοδίων ὀργάνων, ὡς Ἡγεμόνος. (37, 784, 276, 855)
speaker-name: Πρόεδρος. (304, 1006, 379, 1021)
speaker-name: Μιχ. Κουνδουράκης. (558, 577, 722, 592)
article-paragraph (1052, 71, 1291, 116)
paragraph-text: τάσσεται ὑπὲρ τῆς γνώμης μόνον οἱ ταγματάρχαι καὶ ἄνω νὰ ὦσι ξένοι, πάντες δ' οἱ λοιποὶ ἐντόπιοι καὶ ὑποστηρίζει διὰ ἐπιχειρημάτων τὴν γνώμην του. (797, 978, 1038, 1050)
article-paragraph (798, 1356, 1038, 1415)
speaker-name: Σ. Ψαρουδάκης. (50, 302, 188, 317)
paragraph-text: Ἡ ἔννοια τῆς ἀποδοχῆς εἶνε ὅτι δεχόμεθα κατ' ἀρχὴν τὴν πρότασιν τῶν Μ. Δυνάμεων περὶ προσωρινῶν μέτρων, πλὴν τῶν λεπτομερειῶν, αἵτινες θὰ συζητηθῶσιν. (290, 1124, 530, 1195)
notice-text: διάφορα μαγαζεῖα μεθ' ὑπογείων ἐν ὁδῷ Πολυκλείτου (παρὰ τὴν νέαν ἀγοράν). Πληροφορίαι παρὰ τῷ κ. Δ. Μάστρᾳ ὁδὸς Σόλωνος 16. (1060, 1702, 1284, 1759)
speaker-name: Πρόεδρος. (304, 264, 380, 279)
article-paragraph (544, 1006, 784, 1122)
article-paragraph (798, 551, 1038, 653)
columns (30, 71, 1553, 2297)
article-paragraph (37, 433, 276, 463)
speaker-name: Πολυχρονίδης. (1066, 422, 1192, 437)
paragraph-text: Θεωρῶ, κύριοι, κρίσιμον τὸ ζήτημα τοῦτο, διότι περὶ τούτου ἡ ἀπόφασις ἡμῶν ἔχει ἄμεσον σχέσιν πρὸς τὴν τύχην τῆς πατρίδος. Ὁ Τουρκικὸς στρατὸς εἶνε ἡ πηγὴ τῶν κακῶν. Ἐὰν ἡ Συνέλευσις ἀποφασίσῃ νὰ δεχθῇ τὰ μέτρα ὑπὸ τὸν ὅρον τῆς ἀπομακρύνσεως, θὰ ἐπιτύχωμεν ὅ,τι ζητοῦμεν. Ἐλπίζω ὅτι αἱ Δυνάμεις, αἵτινες ἀνέλαβον τὴν εἰρήνευσιν τῆς νήσου, θὰ εἰσακούσωσι τὴν φωνὴν ἡμῶν καὶ θὰ ἐκπληρώσωσι τὸ καθῆκον αὐτῶν. (290, 833, 530, 1005)
article-paragraph (291, 71, 530, 115)
speaker-name: Βενιζέλος (558, 1689, 640, 1704)
section-heading: ΕΙΔΟΠΟΙΗΣΙΣ (1052, 1046, 1291, 1069)
speaker-name: Ὁ κ. Βενιζέλος (1066, 363, 1173, 378)
signature-line: Α—Κ. (1257, 700, 1291, 715)
paragraph-text: Καὶ οἱ Ναύαρχοι ὡς τοιαῦτα τὰ ἔβλεπον. (290, 628, 530, 657)
speaker-name: Πρόεδρος. (50, 1438, 127, 1452)
article-paragraph (37, 958, 276, 1046)
speaker-name: Ὁ κ. Πρόεδρος (304, 1079, 485, 1094)
column-2 (284, 71, 538, 2297)
column-6 (1299, 71, 1553, 2297)
speaker-name: Γ. Μαρῆς. (811, 1518, 888, 1533)
paragraph-text: Ὥρα 3 1)2 μ. μ. ἀναγνωσθέντος τοῦ καταλόγου ἡ Συνέλευσις εὑρέθη ἐν ἀπαρτίᾳ παρόντων 127 πληρεξουσίων. (290, 177, 530, 220)
notice-title: Η ΕΛΛΗΝΙΚΗ ΣΤΡΑΤΙΩΤΙΚΗ ΕΝΩΣΙΣ (1067, 1077, 1276, 1108)
article-paragraph (37, 696, 276, 784)
paragraph-text: ἔλαβον τὸν λόγον προσαγόρευσαν περὶ τὴν ἐπιτροπῆς τοῦ ὀργανισμοῦ τῶν ἐγκλημάτων. (544, 1486, 784, 1529)
article-paragraph (544, 1631, 784, 1689)
speaker-name: Κ. Φραγκούλης. (304, 832, 435, 847)
paragraph-text: θεωρεῖ ἀρκετὰ συζητηθὲν τὸ θέμα τοῦτο, τὸ ὁποῖον διευκρινίζει καὶ αὐθις εἰς τὴν Συνέλευσιν ὑπὸ τὴν ἔποψιν τῆς προτεινομένης ἀρχῆς. Ὁ κ. Φούμη καὶ λέγει ὅτι δὲν ἐνδιαφέρει τὴν γνώμην τῶν ξένων ἢ τῶν ἐντοπίων ὅπως ἀναλάβωσι τὴν διοίκησιν, ἀλλ' ὅτι διὰ τὴν χωροφυλακὴν δύναται νὰ γίνῃ ἀπὸ τὸν Ἰούλιον καὶ ὅτι εἶναι ζήτημα πρὸς ἐκτέλεσιν. Εἶτα ἐτέθησαν εἰς ψήφισιν, ἡ πρότασις τοῦ κ. Κ. Φούμη καὶ ἡ πρότασις περὶ τοῦ ἀριθμοῦ τῶν τοῦ ἀρχηγοῦ ὅτι ἐπεψηφίσθη διὰ ψήφων 95 κατὰ 31. (797, 1052, 1038, 1253)
paragraph-text: λέγει ὅτι ἐπεράτωθη ἡ ἐπὶ τῶν τροποποιήσεων τοῦ σχεδίου τῆς προσωρινῆς διοικήσεως. (1052, 482, 1291, 524)
speaker-name: Ἀρ. Κριάρης. (304, 540, 397, 555)
article-paragraph (37, 1729, 276, 1745)
paragraph-text: Προτείνει ἵνα παρακληθῶσιν οἱ Ναύαρχοι ὥστε νὰ ληφθῶσι μέτρα μὴ εἶνε ἐμπεδωμένοι ὅτι δὲν θὰ τὸ προσφέρουν. (1052, 423, 1291, 481)
article-paragraph (798, 653, 1038, 740)
speaker-name: Ὁ κ. Βενιζέλος (558, 114, 711, 129)
article-paragraph (37, 1046, 276, 1147)
article-paragraph (37, 71, 276, 231)
speaker-name: Πρόεδρος. (50, 432, 125, 447)
paragraph-text: Ζητεῖ ἵνα αἱ μισθοδοσίαι τῶν δημοσίων ὑπαλλήλων ὦσιν ἀνάλογοι τῶν εἰσπράξεων. (797, 1519, 1038, 1561)
speaker-name: Ὕδωρ χωνευτικὸν καὶ ψυχρόν. (1066, 1398, 1291, 1413)
paragraph-text: Λέγει, ὅτι καλὸν θὰ ἦτο ἂν ἠλαττοῦντο αἰσθητῶς οἱ τελωνειακοὶ δασμοὶ ἐπὶ τῶν ἐμπορευμάτων τῶν εἰσαγομένων διὰ τῆς ὁδοῦ τῶν τελωνείων τῶν πόλεων ὁρμῶν, ἵνα δώσωμεν ζωὴν εἰς τὸ ἐκ τῶν πόλεων ἐμπόριον καὶ διὰ τῆς νέας τῆς Κυβερνήσεως τὴν ὑπείθυνον χώραν. (1052, 189, 1291, 304)
article-paragraph (291, 264, 530, 309)
paragraph-text: καὶ περιπέτρω τοῦ κ. Πωλογιώργη. Θὰ παρεκάλουν τὸν κ. πρόεδρον νὰ ὑποδείξῃ εἰς τοὺς Ναυάρχους ὅτι ἡ Συνέλευσις θὰ ἐδέχετο τὴν εἰς τὰς ἐπαρχίας ἔξοδον τῶν τουρκικῶν στρατευμάτων, ἵνα διευκολύνωμεν τὴν κάθοδον τῶν ἐν ταῖς ἐπαρχίαις προσφύγων, ἀρκεῖ αἱ Δυνάμεις νὰ ὑποσχεθῶσιν ἀπὸ τοῦδε ἐγγράφως πρὸς τὴν Συνέλευσιν ὅτι ἐντὸς χρόνου ἐλάσσονος τοῦ ἔτους θὰ ἀπομακρυνθῇ τῆς νήσου ὁ τουρκικὸς στρατός. (37, 71, 276, 229)
paragraph-text: Ζητεῖ ὅπως ὁ τοῦ τελωνείου φόρος εἰσαγωγῆς ἐμπορευμάτων τελωνίζωνται (τὰ εἴδη ὑπεσκεδάσθηκαν). (1052, 72, 1291, 115)
paragraph-text: Μετὰ τοῦτο λαμβάνει τὴν ἀνάπτυξιν τῶν προτάσεων ὁ κ. Βενιζέλος, προχωρῶν ὁ ἐξηγεῖ ὅτι μικρὸν τὴν ἀνάγκην τῆς δικαστικῆς ἑνότητος καὶ τῆς ἐκδικάσεως τῶν κακουργημάτων ὑφ' ἑνὸς κρητικοῦ κακουργιοδικείου, δικάζοντος κατὰ τοὺς ἐγχωρίους νόμους καὶ οὐχὶ ὑπὸ στρατιωτικοῦ δικαστηρίου εὐρωπαϊκοῦ καὶ ὑπὸ τῶν κακουργημάτων κακουργιοδικείου μὲ διαφόρους ἐκκλησιαστικοὺς καὶ ἀγωνιστικοὺς δικαστάς. Ἐπὶ τοῦ θέματος τούτου ζητεῖ τὸν λόγον ὁ κ. (544, 390, 784, 577)
paragraph-text: ἀναφέρει ὅτι ἐξακολουθεῖ ἡ συζήτησις ἐπὶ τοῦ ζητήματος τῆς χωροφυλακῆς. (797, 832, 1038, 875)
paragraph-text: Ἐπειδὴ εἶνε πολλοὶ ἀκόμη ἐγγεγραμμένοι νὰ ὁμιλήσουν, θὰ ἀρχίσωμεν νὰ ἐξαντληθῇ ὁ κατάλογος. (290, 265, 530, 308)
paragraph-text: (εἰσηγητὴς) λαμβάνει τὸν λόγον καὶ ἀναγινώσκει ἐκ τῆς ἐκθέσεως μίαν πρὸς μίαν τὰς ἐπενεχθείσας τροποποιήσεις, ἀναπτύσσων τὸ πνεῦμα αὐτῶν. Ἡ ἐκθεσις τῆς ἐπιτροπῆς ἐπικροτεῖται. (290, 1197, 530, 1283)
paragraph-text: Τῇ προτάσει τοῦ κ. Κ. Φούμη, ἡ Συνέλευσις δέχεται τὴν πρότασιν καὶ ἀπὸ τοῦδε ὅπως ὁ πρόεδρος καὶ ἡ ἐπιτροπὴ ἀναλάβουν τὰ πλεῖστα ἀντικείμενα τῆς ἐπιτροπῆς, ἀλλὰ καὶ ἐν γένει τοῦ ὀργανισμοῦ. (544, 1238, 784, 1324)
paragraph-text: Ζητεῖ νὰ ἀπαλλαγῶσιν αἱ κατὰ βάθος τῶν ἀλιέων φόρων, εἰπὼν ὅτι ὑπάρχουσιν εἰσοδήματα 96 καὶ 97. (797, 1416, 1038, 1472)
speaker-name: Ὁ κ. Πρόεδρος (811, 1051, 946, 1066)
paragraph-text: Ἡ Συνέλευσις παμψηφεὶ διὰ βοῆς ἀποδέχεται. (290, 1051, 530, 1078)
notice-title: ΕΝΟΙΚΙΑΖΟΝΤΑΙ (1109, 1686, 1234, 1702)
speaker-name: Ὁ ὑποφαινόμενος (1066, 1558, 1219, 1572)
newspaper-title: ΣΚΡΙΠ (693, 9, 890, 55)
paragraph-text: Συνιστᾷ τὴν καταβληθῇ προσπάθειαν, ὥστε ἡ εἰσπραξις τῶν φόρων νὰ ἀρχίσῃ ἀπὸ τοῦ Αὐγούστου, ὅτε γίνεται ἡ ἐξαγωγὴ πολλῶν προϊόντων. (1052, 116, 1291, 188)
